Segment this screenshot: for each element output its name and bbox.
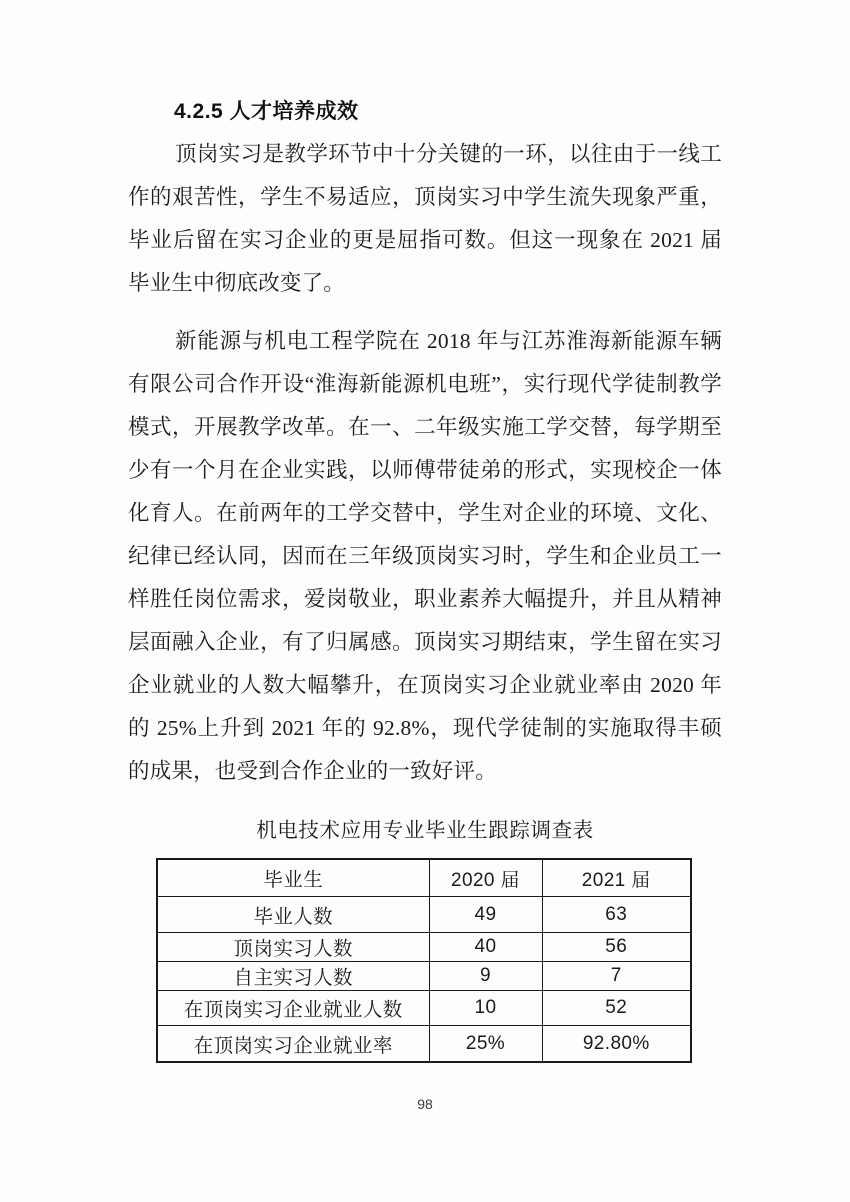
row-value-2021: 92.80%	[542, 1026, 691, 1063]
row-value-2021: 56	[542, 933, 691, 962]
survey-table-container	[156, 858, 690, 1063]
row-value-2021: 7	[542, 962, 691, 991]
row-value-2020: 9	[429, 962, 542, 991]
row-value-2020: 40	[429, 933, 542, 962]
table-row	[157, 897, 691, 933]
table-row	[157, 962, 691, 991]
table-header-label: 毕业生	[157, 859, 429, 897]
row-value-2020: 10	[429, 991, 542, 1026]
row-label: 自主实习人数	[157, 962, 429, 991]
table-header-2021: 2021 届	[542, 859, 691, 897]
paragraph-2: 新能源与机电工程学院在 2018 年与江苏淮海新能源车辆有限公司合作开设“淮海新能源机电班”，实行现代学徒制教学模式，开展教学改革。在一、二年级实施工学交替，每学期至少有一个月在企业实践，以师傅带徒弟的形式，实现校企一体化育人。在前两年的工学交替中，学生对企业的环境、文化、纪律已经认同，因而在三年级顶岗实习时，学生和企业员工一样胜任岗位需求，爱岗敬业，职业素养大幅提升，并且从精神层面融入企业，有了归属感。顶岗实习期结束，学生留在实习企业就业的人数大幅攀升，在顶岗实习企业就业率由 2020 年的 25%上升到 2021 年的 92.8%，现代学徒制的实施取得丰硕的成果，也受到合作企业的一致好评。	[128, 329, 722, 783]
page-number: 98	[417, 1096, 433, 1112]
table-caption: 机电技术应用专业毕业生跟踪调查表	[256, 820, 594, 842]
section-heading: 4.2.5 人才培养成效	[174, 100, 359, 123]
graduate-tracking-table	[156, 858, 692, 1063]
table-row	[157, 991, 691, 1026]
row-label: 在顶岗实习企业就业人数	[157, 991, 429, 1026]
row-value-2020: 49	[429, 897, 542, 933]
row-label: 顶岗实习人数	[157, 933, 429, 962]
row-label: 毕业人数	[157, 897, 429, 933]
row-value-2021: 52	[542, 991, 691, 1026]
paragraph-1: 顶岗实习是教学环节中十分关键的一环，以往由于一线工作的艰苦性，学生不易适应，顶岗实习中学生流失现象严重，毕业后留在实习企业的更是屈指可数。但这一现象在 2021 届毕业生中彻底改变了。	[128, 142, 722, 295]
table-row	[157, 933, 691, 962]
page-body	[128, 95, 722, 793]
table-header-row	[157, 859, 691, 897]
table-row	[157, 1026, 691, 1063]
row-value-2020: 25%	[429, 1026, 542, 1063]
row-label: 在顶岗实习企业就业率	[157, 1026, 429, 1063]
table-header-2020: 2020 届	[429, 859, 542, 897]
row-value-2021: 63	[542, 897, 691, 933]
